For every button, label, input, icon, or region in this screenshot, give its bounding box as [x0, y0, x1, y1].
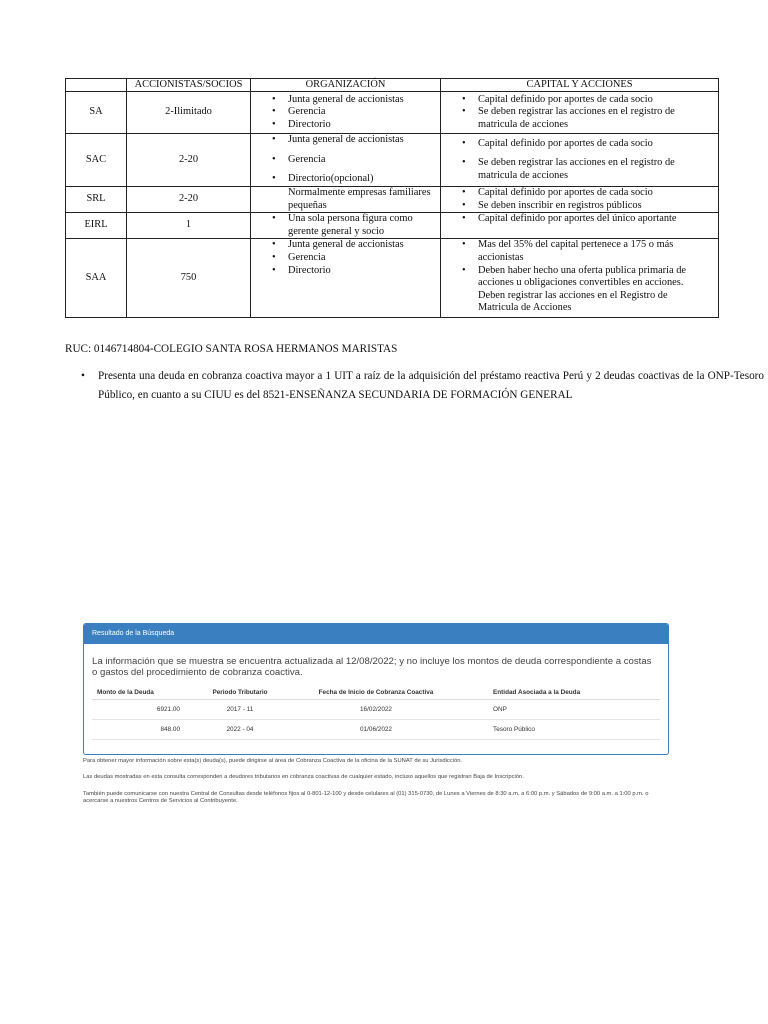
organization-cell — [251, 187, 441, 213]
capital-item: • Se deben registrar las acciones en el registro de matricula de acciones — [478, 157, 708, 182]
update-notice: La información que se muestra se encuentra actualizada al 12/08/2022; y no incluye los montos de deuda correspondiente a costas o gastos del procedimiento de cobranza coactiva. — [92, 656, 652, 678]
header-capital: CAPITAL Y ACCIONES — [441, 79, 719, 92]
members-count: 2-20 — [127, 187, 251, 213]
footer-info-1: Para obtener mayor información sobre esta(s) deuda(s), puede dirigirse al área de Cobranza Coactiva de la oficina de la SUNAT de su Jurisdicción. — [83, 758, 463, 764]
capital-cell — [441, 187, 719, 213]
company-types-table — [65, 78, 719, 318]
sunat-result-screenshot — [83, 623, 669, 814]
table-row — [92, 700, 660, 720]
org-item: • Directorio — [288, 119, 436, 132]
members-count: 1 — [127, 213, 251, 239]
org-item: • Directorio(opcional) — [288, 173, 436, 186]
capital-cell — [441, 134, 719, 187]
capital-item: • Mas del 35% del capital pertenece a 175 o más accionistas — [478, 239, 708, 264]
capital-item: • Capital definido por aportes de cada socio — [478, 138, 708, 151]
organization-cell — [251, 134, 441, 187]
header-members: ACCIONISTAS/SOCIOS — [127, 79, 251, 92]
table-row — [66, 213, 719, 239]
debt-period: 2022 - 04 — [192, 720, 288, 740]
table-header-row — [66, 79, 719, 92]
ruc-title: RUC: 0146714804-COLEGIO SANTA ROSA HERMANOS MARISTAS — [65, 343, 398, 355]
company-type: EIRL — [66, 213, 127, 239]
capital-item: • Deben haber hecho una oferta publica primaria de acciones u obligaciones convertibles en acciones. Deben registrar las acciones en el Registro de Matricula de Acciones — [478, 265, 708, 315]
org-item: • Junta general de accionistas — [288, 94, 436, 107]
result-panel — [83, 623, 669, 755]
footer-info-2: Las deudas mostradas en esta consulta corresponden a deudores tributarios en cobranza coactivas de cualquier estado, incluso aquellos que registran Baja de Inscripción. — [83, 774, 524, 780]
table-row — [66, 134, 719, 187]
header-period: Periodo Tributario — [192, 685, 288, 700]
capital-item: • Se deben registrar las acciones en el registro de matricula de acciones — [478, 106, 708, 131]
ruc-bullet-list — [65, 367, 764, 405]
table-row — [92, 720, 660, 740]
capital-item: • Capital definido por aportes de cada socio — [478, 187, 708, 200]
ruc-bullet: • Presenta una deuda en cobranza coactiva mayor a 1 UIT a raíz de la adquisición del préstamo reactiva Perú y 2 deudas coactivas de la ONP-Tesoro Público, en cuanto a su CIUU es del 8521-ENSEÑANZA SECUNDARIA DE FORMACIÓN GENERAL — [98, 367, 764, 405]
company-type: SAC — [66, 134, 127, 187]
header-entity: Entidad Asociada a la Deuda — [464, 685, 660, 700]
organization-cell — [251, 92, 441, 134]
capital-cell — [441, 239, 719, 318]
footer-info-3: También puede comunicarse con nuestra Central de Consultas desde teléfonos fijos al 0-801-12-100 y desde celulares al (01) 315-0730, de Lunes a Viernes de 8:30 a.m. a 6:00 p.m. y Sábados de 9:00 a.m. a 1:00 p.m. o acercarse a nuestros Centros de Servicios al Contribuyente. — [83, 791, 649, 804]
org-item: • Directorio — [288, 265, 436, 278]
company-type: SA — [66, 92, 127, 134]
organization-cell — [251, 239, 441, 318]
panel-title: Resultado de la Búsqueda — [84, 624, 668, 644]
debt-start-date: 16/02/2022 — [288, 700, 464, 720]
company-type: SRL — [66, 187, 127, 213]
capital-cell — [441, 92, 719, 134]
table-row — [66, 239, 719, 318]
debt-entity: Tesoro Público — [464, 720, 660, 740]
org-item: • Junta general de accionistas — [288, 239, 436, 252]
capital-item: • Capital definido por aportes de cada socio — [478, 94, 708, 107]
org-item: • Junta general de accionistas — [288, 134, 436, 147]
header-empty — [66, 79, 127, 92]
debt-amount: 848.00 — [92, 720, 192, 740]
header-start-date: Fecha de Inicio de Cobranza Coactiva — [288, 685, 464, 700]
capital-item: • Capital definido por aportes del único aportante — [478, 213, 708, 226]
header-organization: ORGANIZACIÓN — [251, 79, 441, 92]
header-amount: Monto de la Deuda — [92, 685, 192, 700]
members-count: 2-Ilimitado — [127, 92, 251, 134]
debt-table — [92, 685, 660, 740]
org-item: Normalmente empresas familiares pequeñas — [288, 187, 431, 211]
table-row — [66, 92, 719, 134]
debt-entity: ONP — [464, 700, 660, 720]
debt-header-row — [92, 685, 660, 700]
org-item: • Gerencia — [288, 154, 436, 167]
debt-amount: 6921.00 — [92, 700, 192, 720]
organization-cell — [251, 213, 441, 239]
debt-period: 2017 - 11 — [192, 700, 288, 720]
company-type: SAA — [66, 239, 127, 318]
org-item: • Gerencia — [288, 252, 436, 265]
members-count: 750 — [127, 239, 251, 318]
org-item: • Una sola persona figura como gerente general y socio — [288, 213, 436, 238]
debt-start-date: 01/06/2022 — [288, 720, 464, 740]
table-row — [66, 187, 719, 213]
org-item: • Gerencia — [288, 106, 436, 119]
members-count: 2-20 — [127, 134, 251, 187]
capital-item: • Se deben inscribir en registros públicos — [478, 200, 708, 213]
capital-cell — [441, 213, 719, 239]
